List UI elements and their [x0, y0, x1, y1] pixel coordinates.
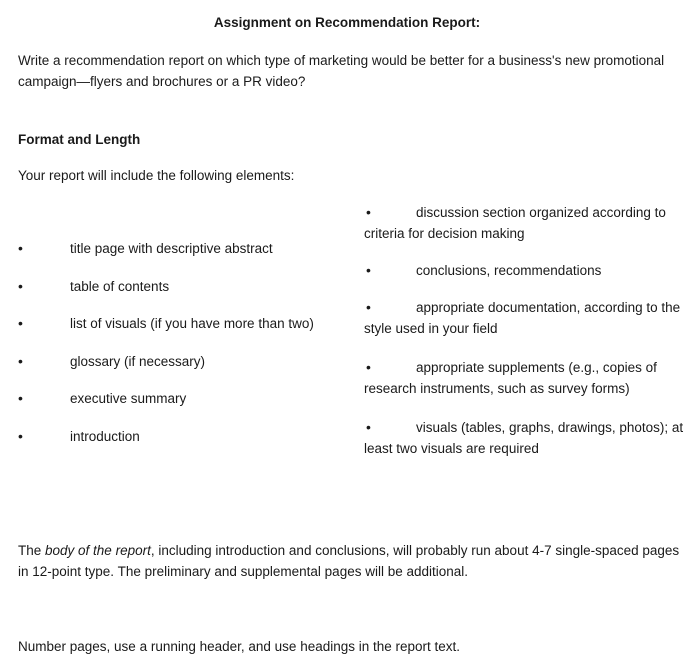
bullet-icon: •	[18, 352, 23, 369]
bullet-icon: •	[18, 390, 23, 406]
bullet-icon: •	[366, 359, 371, 375]
assignment-title: Assignment on Recommendation Report:	[213, 15, 481, 30]
list-item-text: conclusions, recommendations	[416, 263, 602, 278]
list-item	[364, 297, 690, 357]
bullet-icon: •	[366, 419, 371, 435]
list-item	[18, 351, 358, 389]
list-item	[18, 426, 358, 464]
intro-paragraph: Write a recommendation report on which type of marketing would be better for a business's new promotional campaign—flyers and brochures or a PR video?	[18, 53, 665, 89]
format-heading: Format and Length	[18, 132, 141, 147]
body-para-emphasis: body of the report	[45, 543, 151, 558]
list-item	[18, 388, 358, 426]
bullet-icon: •	[18, 427, 23, 444]
list-item-text: appropriate supplements (e.g., copies of research instruments, such as survey forms)	[364, 360, 657, 396]
list-item	[18, 276, 358, 314]
list-item-text: table of contents	[70, 278, 170, 294]
closing-paragraph: Number pages, use a running header, and use headings in the report text.	[18, 639, 461, 654]
list-item-text: title page with descriptive abstract	[70, 241, 273, 256]
list-item-text: executive summary	[70, 391, 187, 406]
list-item	[364, 357, 690, 417]
list-item-text: appropriate documentation, according to the style used in your field	[364, 300, 681, 336]
list-item	[18, 238, 358, 276]
bullet-icon: •	[366, 299, 371, 315]
bullet-icon: •	[366, 262, 371, 278]
list-item-text: discussion section organized according to criteria for decision making	[364, 205, 666, 241]
body-para-prefix: The	[18, 543, 46, 558]
list-item	[18, 313, 358, 351]
bullet-icon: •	[18, 315, 23, 331]
bullet-icon: •	[18, 277, 23, 294]
list-item	[364, 202, 690, 260]
list-item-text: visuals (tables, graphs, drawings, photos); at least two visuals are required	[364, 420, 684, 456]
bullet-icon: •	[18, 240, 23, 256]
list-item-text: glossary (if necessary)	[70, 353, 206, 369]
list-item	[364, 417, 690, 461]
body-length-paragraph	[18, 540, 680, 582]
list-item-text: list of visuals (if you have more than two)	[70, 316, 314, 331]
left-element-list	[18, 238, 358, 463]
list-item	[364, 260, 690, 297]
elements-lead: Your report will include the following elements:	[18, 168, 295, 183]
list-item-text: introduction	[70, 428, 140, 444]
body-para-suffix: , including introduction and conclusions, will probably run about 4-7 single-spaced pages in 12-point type. The preliminary and supplemental pages will be additional.	[18, 543, 680, 579]
bullet-icon: •	[366, 204, 371, 220]
right-element-list	[364, 202, 690, 461]
